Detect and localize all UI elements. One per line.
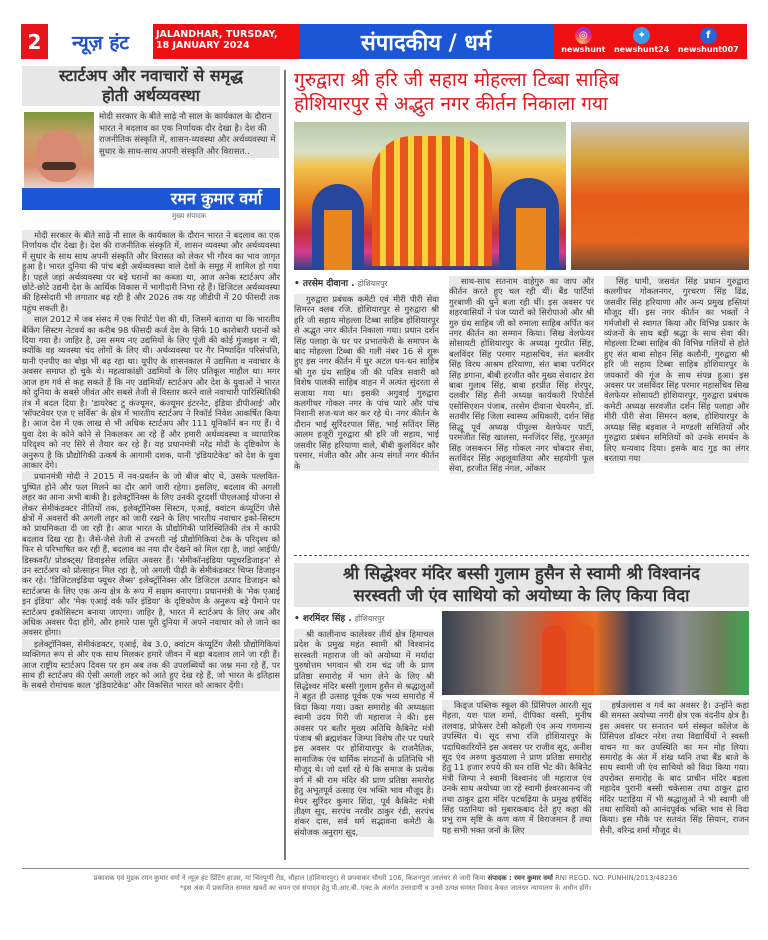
orange-sash-right — [516, 208, 546, 270]
story1-photos — [294, 122, 749, 270]
dateline — [153, 24, 299, 59]
story1-byline — [294, 276, 439, 289]
rni-number: RNI REGD. NO. PUNHIN/2013/48236 — [555, 874, 678, 882]
story1-text: साथ-साथ सतनाम वाहेगुरु का जाप और कीर्तन करते हुए चल रही थीं। बैंड पार्टियां गुरबाणी की धुनें बजा रही थीं। इस अवसर पर शहरवासियों ने पंज प्यारों को सिरोपाओ और श्री गुरु ग्रंथ साहिब जी को रुमाला साहिब अर्पित कर नगर कीर्तन का सम्मान किया। सिख वेलफेयर सोसायटी होशियारपुर के अध्यक्ष गुरप्रीत सिंह, बलविंदर सिंह परमार महासचिव, संत बलवीर सिंह विरध आश्रम हरियाणा, संत बाबा परमिंदर सिंह डगाना, बीबी हरजीत कौर मुख्य सेवादार डेरा बाबा गुलाब सिंह, बाबा हरप्रीत सिंह शेरपुर, दलवीर सिंह सैनी अध्यक्ष कार्यकारी रिपोर्टर्स एसोसिएशन पंजाब, तरसेम दीवाना चेयरमैन, डॉ. सतवीर सिंह जिला स्वास्थ्य अधिकारी, दर्शन सिंह सिद्धू पूर्व अध्यक्ष पीपुल्स वेलफेयर पार्टी, परमजीत सिंह खालसा, मनजिंदर सिंह, गुरअमृत सिंह जसकरन सिंह गोकल नगर चोबदार सेवा, सतविंदर सिंह अहलूवालिया और सहयोगी फूल सेवा, हरजीत सिंह नंगल, ओंकार — [449, 276, 594, 474]
imprint — [22, 873, 749, 893]
story1-columns — [294, 276, 749, 475]
editorial-paragraph: मोदी सरकार के बीते साढ़े नौ साल के कार्यकाल के दौरान भारत ने बदलाव का एक निर्णायक दौर देखा है। देश की राजनीतिक संस्कृति में, शासन व्यवस्था और अर्थव्यवस्था में सुधार के साथ साथ अपनी संस्कृति और विरासत को लेकर भी गौरव का भाव जागृत हुआ है। भारत दुनिया की पांच बड़ी अर्थव्यवस्था वाले देशों के समूह में शामिल हो गया है। पहले जहां अर्थव्यवस्था पर बड़े घरानों का कब्जा था, आज अनेक स्टार्टअप और छोटे-छोटे उद्यमी देश के आर्थिक विकास में भागीदारी निभा रहे हैं। डिजिटल अर्थव्यवस्था की हिस्सेदारी भी लगातार बढ़ रही है और 2026 तक यह जीडीपी में 20 फीसदी तक पहुंच सकती है। — [22, 230, 280, 313]
imprint-line2: *इस अंक में प्रकाशित समस्त खबरों का चयन एवं संपादन हेतु पी.आर.बी. एक्ट के अंतर्गत उत्तरदायी व उनसे उत्पन्न समस्त विवाद केवल जालंधर न्यायालय के अधीन होंगे। — [179, 884, 592, 892]
column-divider — [284, 70, 286, 860]
author-mustache — [42, 162, 76, 170]
dateline-location: होशियारपुर — [354, 614, 385, 623]
author-face — [36, 130, 82, 182]
editorial-paragraph: इलेक्ट्रॉनिक्स, सेमीकंडक्टर, एआई, वेब 3.0, क्वांटम कंप्यूटिंग जैसी प्रौद्योगिकियां व्यक्तिगत रूप से और एक साथ मिलकर हमारे जीवन में बड़ा बदलाव लाने जा रही हैं। आज राष्ट्रीय स्टार्टअप दिवस पर हम अब तक की उपलब्धियों का जश्न मना रहे हैं, पर साथ ही स्टार्टअप की ऐसी अगली लहर को आते हुए देख रहे हैं, जो भारत के इतिहास के सबसे रोमांचक काल 'इंडियाटेकेड' और विकसित भारत को आकार देंगी। — [22, 638, 280, 691]
editorial-paragraph: प्रधानमंत्री मोदी ने 2015 में नव-प्रवर्तन के जो बीज बोए थे, उसके पल्लवित-पुष्पित होने और फल मिलने का दौर आगे जारी रहेगा। इसलिए, बदलाव की अगली लहर का आना अभी बाकी है। इलेक्ट्रॉनिक्स के लिए उनकी दूरदर्शी पीएलआई योजना से लेकर सेमीकंडक्टर नीतियों तक, इलेक्ट्रॉनिक्स सिस्टम, एआई, क्वांटम कंप्यूटिंग जैसे क्षेत्रों में अवसरों की अगली लहर को जारी रखने के लिए भारतीय नवाचार इको-सिस्टम को प्राथमिकता दी जा रही है। आज भारत के प्रौद्योगिकी पारिस्थितिकी तंत्र में काफी बदलाव दिख रहा है। जैसे-जैसे तेजी से उभरती नई प्रौद्योगिकियां टेक के परिदृश्य को फिर से परिभाषित कर रही हैं, बदलाव का नया दौर देखने को मिल रहा है, जहां आईपी/ डिस्कवरी/ प्रोडक्ट्स/ डिवाइसेस लक्षित अवसर हैं। 'सेमीकॉनइंडिया फ्यूचरडिजाइन' से उन स्टार्टअप को प्रोत्साहन मिल रहा है, जो अगली पीढ़ी के सेमीकंडक्टर चिप्स डिजाइन कर रहे। 'डिजिटलइंडिया फ्यूचर लैब्स' इलेक्ट्रॉनिक्स और डिजिटल उत्पाद डिजाइन को स्टार्टअप्स के लिए एक अन्य क्षेत्र के रूप में सक्षम बनाएगा। प्रधानमंत्री के 'मेक एआई इन इंडिया' और 'मेक एआई वर्क फॉर इंडिया' के दृष्टिकोण के अनुरूप बड़े पैमाने पर स्टार्टअप इकोसिस्टम बनाया जाएगा। जाहिर है, भारत में स्टार्टअप के लिए अब और अधिक अवसर पैदा होंगे, और हमारे पास पूरी दुनिया में अपने नवाचार को ले जाने का अवसर होगा। — [22, 471, 280, 638]
dateline-location: होशियारपुर — [357, 279, 388, 288]
imprint-line1 — [22, 873, 749, 883]
story1-column — [294, 276, 439, 475]
story2-text: हर्षउल्लास व गर्व का अवसर है। उन्होंने कहा की समस्त अयोध्या नगरी क्षेत्र एक वंदनीय क्षेत्र है। इस अवसर पर सनातन धर्म संस्कृत कॉलेज के प्रिंसिपल डॉक्टर नरेश तथा विद्यार्थियों ने स्वस्ती वाचन गा कर उपस्थिति का मन मोह लिया। समारोह के अंत में शंख ध्वनि तथा बैंड बाजे के साथ स्वामी जी एंव साथियो को विदा किया गया। उपरोक्त समारोह के बाद प्राचीन मंदिर बड़ला महादेव पुरानी बस्सी चकेसास तथा ठाकुर द्वारा मंदिर पटाड़िया में भी श्रद्धालुओं ने भी स्वामी जी तथा साथियो को आनंदपूर्वक भक्ति भाव से विदा किया। इस मौके पर सतवंत सिंह सियान, राजन सैनी, वरिन्द्र शर्मा मौजूद थे। — [599, 700, 749, 835]
facebook-icon: f — [700, 27, 717, 44]
story2-right-columns — [442, 700, 749, 836]
decorated-palki — [372, 136, 492, 266]
ayodhya-farewell-article — [294, 563, 749, 838]
instagram-icon: ◎ — [575, 27, 592, 44]
story2-headline-line1: श्री सिद्धेश्वर मंदिर बस्सी गुलाम हुसैन से स्वामी श्री विश्वानंद — [343, 564, 700, 583]
swami-figure — [570, 623, 594, 695]
author-role: मुख्य संपादक — [172, 212, 207, 220]
instagram-handle: newshunt — [561, 45, 606, 54]
story2-headline — [294, 563, 749, 607]
editorial-article — [22, 66, 280, 692]
story1-column — [604, 276, 749, 475]
editorial-paragraph: साल 2012 में जब संसद में एक रिपोर्ट पेश की थी, जिसमें बताया था कि भारतीय बैंकिंग सिस्टम नेटवर्थ का करीब 98 फीसदी कर्ज देश के सिर्फ 10 कारोबारी घरानों को दिया गया है। जाहिर है, उस समय नए उद्यमियों के लिए पूंजी की कोई गुंजाइश न थी, क्योंकि वह व्यवस्था चंद लोगों के लिए थी। अर्थव्यवस्था पर गैर निष्पादित परिसंपत्ति, यानी एनपीए का बोझ भी बढ़ रहा था। यूपीए के शासनकाल में उद्यमिता व नवाचार के अवसर समाप्त हो चुके थे। महत्वाकांक्षी उद्यमियों के लिए प्रतिकूल माहौल था। मगर आज हम गर्व से कह सकते हैं कि नए उद्यमियों/ स्टार्टअप और देश के युवाओं ने भारत को दुनिया के सबसे जीवंत और सबसे तेजी से विस्तार करने वाले नवाचारी पारिस्थितिकी तंत्र में बदल दिया है। 'डायरेक्ट टु कंज्यूमर, कंज्यूमर इंटरनेट, इंडिया डीपीआई' और 'सॉफ्टवेयर एज ए सर्विस' के क्षेत्र में भारतीय स्टार्टअप ने रिकॉर्ड निवेश आकर्षित किया है। आज देश में एक लाख से भी अधिक स्टार्टअप और 111 यूनिकॉर्न बन गए हैं। ये युवा देश के कोने कोने से निकलकर आ रहे हैं और हमारी अर्थव्यवस्था व व्यापारिक परिदृश्य को नए सिरे से तैयार कर रहे हैं। यह प्रधानमंत्री नरेंद्र मोदी के दृष्टिकोण के अनुरूप है कि प्रौद्योगिकी उत्कर्ष के आगामी दशक, यानी 'इंडियाटेकेड' को देश के युवा आकार देंगे। — [22, 314, 280, 470]
editorial-teaser: मोदी सरकार के बीते साढ़े नौ साल के कार्यकाल के दौरान भारत ने बदलाव का एक निर्णायक दौर देखा है। देश की राजनीतिक संस्कृति में, शासन-व्यवस्था और अर्थव्यवस्था में सुधार के साथ-साथ अपनी संस्कृति और विरासत.. — [99, 112, 279, 158]
twitter-handle: newshunt24 — [613, 45, 670, 54]
nagar-kirtan-article — [294, 68, 749, 475]
author-block — [22, 112, 280, 220]
footer-rule — [22, 868, 749, 869]
newspaper-logo: न्यूज़ हंट — [71, 31, 129, 54]
imprint-editor: संपादक : रमन कुमार वर्मा — [487, 874, 553, 882]
editorial-headline-line2: होती अर्थव्यवस्था — [102, 86, 200, 105]
story1-headline-line2: होशियारपुर से अद्भुत नगर कीर्तन निकाला गया — [294, 93, 608, 115]
story1-text: सिंह धामी, जसवंत सिंह प्रधान गुरुद्वारा कलगीधर गोकलनगर, गुरचरण सिंह ढिंढ, जसवीर सिंह हरियाणा और अन्य प्रमुख हस्तियां मौजूद थीं। इस नगर कीर्तन का भक्तों ने गर्मजोशी से स्वागत किया और विभिन्न प्रकार के व्यंजनों के साथ बड़ी श्रद्धा के साथ सेवा की। मोहल्ला टिब्बा साहिब की विभिन्न गलियों से होते हुए संत बाबा सोहन सिंह कलौनी, गुरुद्वारा श्री हरि जी सहाय टिब्बा साहिब होशियारपुर के जयकारों की गूंज के साथ संपन्न हुआ। इस अवसर पर जसविंदर सिंह परमार महासचिव सिख वेलफेयर सोसायटी होशियारपुर, गुरुद्वारा प्रबंधक कमेटी अध्यक्ष सरवजीत दर्शन सिंह पलाहा और मीरी पीरी सेवा सिमरन क्लब, होशियारपुर के अध्यक्ष सिंह बड़वाल ने मण्डली समितियों और गुरुद्वारा प्रबंधन समितियों को उनके समर्थन के लिए धन्यवाद दिया। इसके बाद गुड़ का लंगर बरताया गया — [604, 276, 749, 463]
swami-figure — [542, 625, 566, 695]
swami-group-photo — [442, 611, 749, 695]
editorial-headline — [22, 66, 280, 106]
section-title: संपादकीय / धर्म — [299, 24, 553, 59]
story2-right — [442, 611, 749, 838]
story2-column — [294, 611, 434, 838]
page-number: 2 — [21, 24, 48, 59]
story1-text: गुरुद्वारा प्रबंधक कमेटी एवं मीरी पीरी सेवा सिमरन क्लब रजि. होशियारपुर से गुरुद्वारा श्री हरि जी सहाय मोहल्ला टिब्बा साहिब होशियारपुर से अद्भुत नगर कीर्तन निकाला गया। प्रधान दर्शन सिंह पलाहा के घर पर प्रभातफेरी के समापन के बाद मोहल्ला टिब्बा की गली नंबर 16 से शुरू हुए इस नगर कीर्तन में धुर अटल धन-धन साहिब श्री गुरु ग्रंथ साहिब जी की पवित्र सवारी को विशेष पालकी साहिब वाहन में अत्यंत सुंदरता से सजाया गया था। इसकी अगुवाई गुरुद्वारा कलगीधर गोकल नगर के पांच प्यारे और पांच निशानी सज-धज कर कर रहे थे। नगर कीर्तन के दौरान भाई सुरिंदरपाल सिंह, भाई सतिंदर सिंह आलम हजूरी गुरुद्वारा श्री हरि जी सहाय, भाई जसवीर सिंह हरियाणा वाले, बीबी कुलविंदर कौर परमार, मंजीत कौर और अन्य संगतें नगर कीर्तन के — [294, 294, 439, 471]
story2-text: श्री कालीनाथ कालेश्वर तीर्थ क्षेत्र हिमाचल प्रदेश के प्रमुख महंत स्वामी श्री विश्वानंद सरस्वती महाराज जी को अयोध्या में मर्यादा पुरुषोत्तम भगवान श्री राम चंद्र जी के प्राण प्रतिष्ठा समारोह में भाग लेने के लिए श्री सिद्धेश्वर मंदिर बस्सी गुलाम हुसैन से श्रद्धालुओं ने बहुत ही उत्साह पूर्वक एक भव्य समारोह में विदा किया गया। उक्त समारोह की अध्यक्षता स्वामी उदय गिरी जी महाराज ने की। इस अवसर पर बतौर मुख्य अतिथि कैबिनेट मंत्री पंजाब श्री ब्रह्मशंकर जिम्पा विशेष तौर पर पधारे इस अवसर पर होशियारपुर के राजनैतिक, सामाजिक एंव धार्मिक संगठनों के प्रतिनिधि भी मौजूद थे। जो दर्शा रहे थे कि समाज के प्रत्येक वर्ग में श्री राम मंदिर की प्राण प्रतिष्ठा समारोह हेतु अभूतपूर्व उत्साह एंव भक्ति भाव मौजूद है। मेयर सुरिंदर कुमार शिंदा, पूर्व कैबिनेट मंत्री तीक्ष्ण सूद, सरपंच नरवीर ठाकुर रंडी, सरपंच शंकर दास, सर्व धर्म सद्भावना कमेटी के संयोजक अनुराग सूद, — [294, 629, 434, 837]
social-facebook[interactable] — [678, 27, 739, 54]
story-divider — [294, 555, 749, 556]
author-name: रमन कुमार वर्मा — [22, 188, 280, 210]
panj-pyare-procession-photo — [571, 122, 749, 270]
reporter-name: • तरसेम दीवाना . — [294, 279, 355, 289]
palki-sahib-photo — [294, 122, 566, 270]
social-instagram[interactable] — [561, 27, 605, 54]
imprint-publisher: प्रकाशक एवं मुद्रक रमन कुमार वर्मा ने न्यूज़ हंट प्रिंटिंग हाउस, मां चिंतपूर्णी रोड, चौहाल (होशियारपुर) से छपवाकर चौधरी 106, किशनपुरा जालंधर से जारी किया — [93, 874, 486, 882]
story2-byline — [294, 611, 434, 624]
masthead — [21, 24, 747, 59]
story2-headline-line2: सरस्वती जी एंव साथियो को अयोध्या के लिए किया विदा — [353, 586, 690, 605]
editorial-headline-line1: स्टार्टअप और नवाचारों से समृद्ध — [59, 66, 243, 85]
dateline-city-day: JALANDHAR, TURSDAY, — [156, 29, 278, 40]
reporter-name: • शरमिंदर सिंह . — [294, 614, 352, 624]
twitter-icon: ✦ — [633, 27, 650, 44]
social-links — [553, 24, 747, 59]
orange-sash-left — [324, 210, 352, 270]
story1-headline — [294, 68, 749, 116]
story2-grid — [294, 611, 749, 838]
story2-column — [442, 700, 592, 836]
social-twitter[interactable] — [614, 27, 669, 54]
editorial-body — [22, 230, 280, 691]
facebook-handle: newshunt007 — [677, 45, 739, 54]
story1-headline-line1: गुरुद्वारा श्री हरि जी सहाय मोहल्ला टिब्बा साहिब — [294, 69, 620, 91]
dateline-date: 18 JANUARY 2024 — [156, 40, 250, 51]
story2-text: किड्ज पब्लिक स्कूल की प्रिंसिपल आरती सूद मेहता, यश पाल शर्मा, दीपिका वस्सी, मुनीष तलवाड़, प्रोफेसर टेसी कोहली एंव अन्य गणमान्य उपस्थित थे। सूद सभा रजि होशियारपुर के पदाधिकारियोंने इस अवसर पर राजीव सूद, अनीश सूद एंव अरुण कुठयाला ने प्राण प्रतिष्ठा समारोह हेतु 11 हजार रुपये की धन राशि भेंट की। कैबिनेट मंत्री जिम्पा ने स्वामी विश्वानंद जी महाराज एंव उनके साथ अयोध्या जा रहे स्वामी ईश्वरआनन्द जी तथा ठाकुर द्वारा मंदिर पटचढ़िया के प्रमुख हर्षविंद सिंह पठानिया को मुबारकबाद देते हुए कहा की प्रभु राम सृष्टि के कण कण में विराजमान हैं तथा यह सभी भक्त जनों के लिए — [442, 700, 592, 835]
story1-column — [449, 276, 594, 475]
story2-column — [600, 700, 750, 836]
